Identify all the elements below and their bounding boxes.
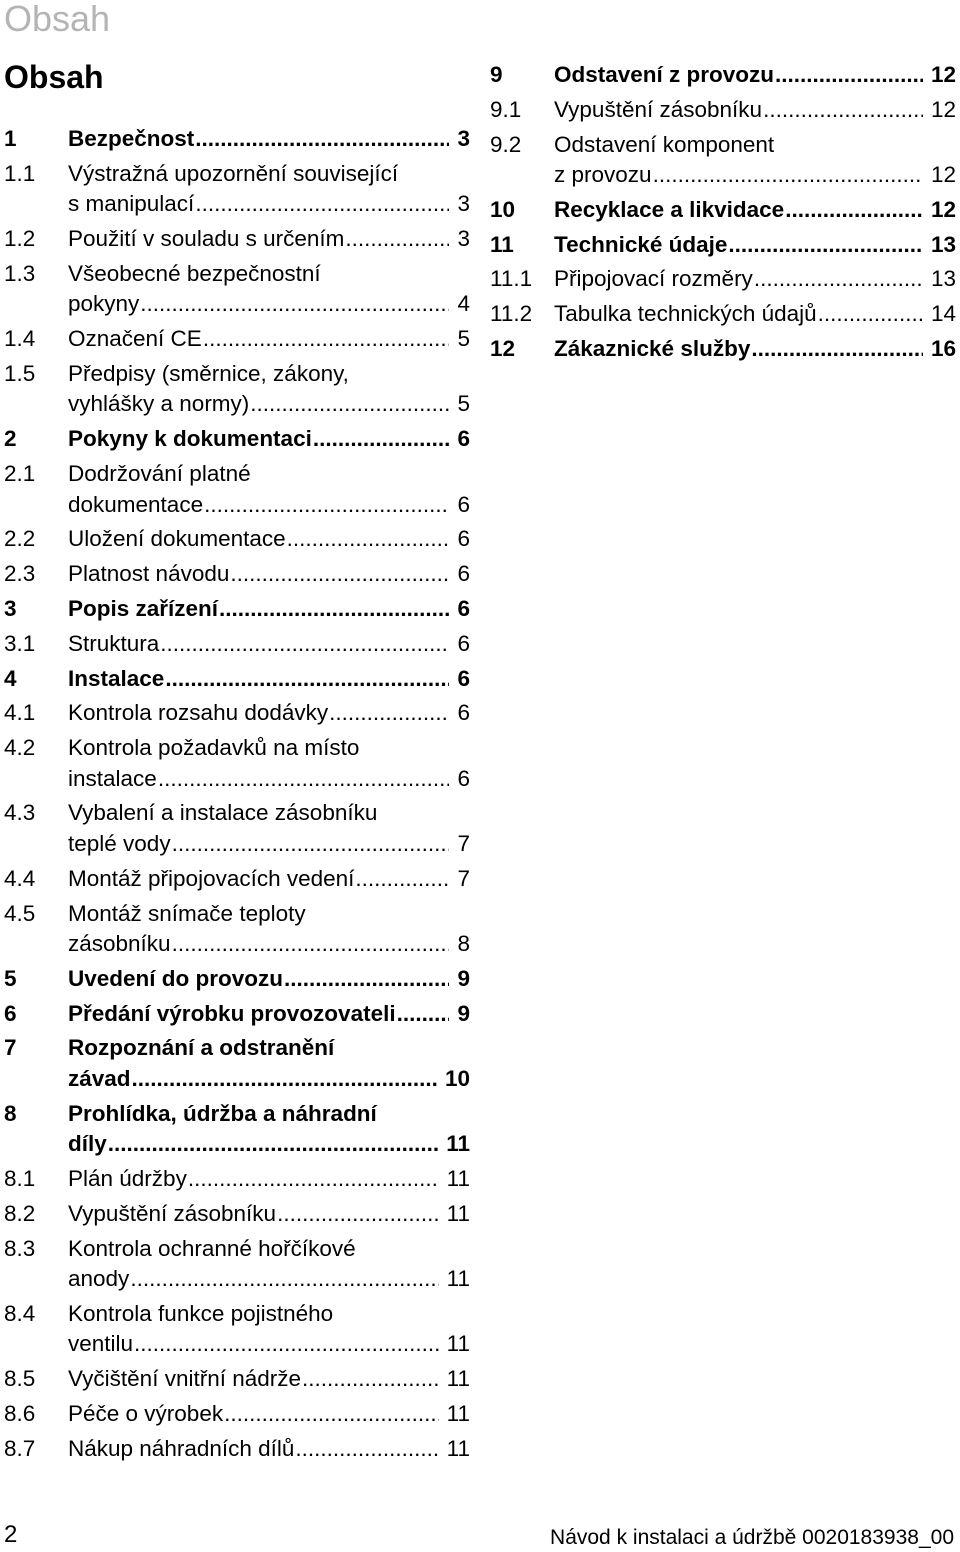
toc-entry-number: 3 [4, 595, 17, 621]
toc-entry-number: 4.3 [4, 800, 36, 826]
toc-entry-title-line: Uvedení do provozu [68, 965, 284, 991]
toc-entry-title-line: Vypuštění zásobníku [68, 1200, 277, 1226]
toc-entry-title-line: Technické údaje [554, 231, 728, 257]
toc-entry-title-line: Struktura [68, 630, 160, 656]
toc-dot-leader [171, 829, 450, 860]
toc-entry-title-line: Kontrola ochranné hořčíkové [68, 1235, 356, 1261]
toc-entry-title-line: Péče o výrobek [68, 1401, 224, 1427]
toc-entry[interactable] [4, 224, 470, 255]
toc-entry-title-line: Zákaznické služby [554, 336, 751, 362]
toc-entry-page: 6 [457, 630, 470, 656]
footer-document-id: Návod k instalaci a údržbě 0020183938_00 [550, 1526, 954, 1549]
toc-dot-leader [164, 664, 449, 695]
toc-dot-leader [286, 524, 450, 555]
toc-dot-leader [187, 1164, 439, 1195]
toc-entry[interactable] [4, 1164, 470, 1195]
toc-entry-number: 8.6 [4, 1401, 36, 1427]
toc-entry[interactable] [4, 559, 470, 590]
toc-entry[interactable] [4, 664, 470, 695]
toc-entry-page: 11 [446, 1200, 470, 1226]
toc-entry-title-line: Platnost návodu [68, 561, 230, 587]
toc-entry-number: 6 [4, 1000, 17, 1026]
toc-dot-leader [218, 594, 449, 625]
toc-entry-page: 3 [457, 191, 470, 217]
toc-entry-page: 11 [446, 1435, 470, 1461]
toc-entry[interactable] [4, 594, 470, 625]
toc-dot-leader [131, 1064, 437, 1095]
toc-entry-title-line: Vyčištění vnitřní nádrže [68, 1366, 302, 1392]
toc-entry-title-line: Předání výrobku provozovateli [68, 1000, 396, 1026]
toc-entry[interactable] [4, 259, 470, 320]
toc-entry-title-line: Recyklace a likvidace [554, 196, 785, 222]
toc-entry-title-line: Kontrola funkce pojistného [68, 1300, 334, 1326]
toc-entry[interactable] [4, 733, 470, 794]
toc-dot-leader [139, 289, 449, 320]
toc-entry-title-line: Bezpečnost [68, 126, 195, 151]
toc-entry-page: 11 [446, 1331, 470, 1357]
toc-entry-page: 11 [446, 1401, 470, 1427]
toc-entry-number: 8 [4, 1100, 17, 1126]
toc-entry[interactable] [4, 459, 470, 520]
toc-entry-title-line: Kontrola rozsahu dodávky [68, 700, 329, 726]
toc-dot-leader [157, 764, 450, 795]
toc-entry-number: 7 [4, 1035, 17, 1061]
toc-entry-title-line: Dodržování platné [68, 461, 251, 487]
toc-left-column [4, 124, 470, 1469]
toc-entry-number: 5 [4, 965, 17, 991]
toc-entry-title-line: s manipulací [68, 191, 195, 217]
toc-dot-leader [229, 559, 449, 590]
toc-entry-number: 11.2 [490, 301, 533, 327]
toc-entry-page: 7 [457, 865, 470, 891]
toc-entry-title-line: Kontrola požadavků na místo [68, 735, 360, 761]
toc-entry-title-line: Popis zařízení [68, 595, 219, 621]
toc-entry-title-line: Odstavení komponent [554, 131, 775, 157]
toc-entry-page: 9 [457, 965, 470, 991]
toc-dot-leader [202, 324, 450, 355]
toc-dot-leader [133, 1329, 439, 1360]
toc-entry-page: 11 [446, 1166, 470, 1192]
toc-entry-page: 11 [446, 1131, 470, 1157]
toc-entry[interactable] [4, 899, 470, 960]
toc-entry-page: 6 [457, 765, 470, 791]
toc-entry-title-line: vyhlášky a normy) [68, 391, 250, 417]
toc-dot-leader [129, 1264, 438, 1295]
toc-entry-number: 1.1 [4, 160, 36, 186]
toc-entry[interactable] [4, 159, 470, 220]
toc-dot-leader [276, 1199, 439, 1230]
toc-title: Obsah [4, 59, 104, 95]
toc-entry-title-line: Prohlídka, údržba a náhradní [68, 1100, 377, 1126]
toc-entry[interactable] [490, 334, 956, 365]
toc-entry-number: 8.4 [4, 1300, 36, 1326]
toc-entry[interactable] [4, 1199, 470, 1230]
toc-dot-leader [762, 95, 923, 126]
toc-entry[interactable] [4, 999, 470, 1030]
toc-entry-page: 5 [457, 391, 470, 417]
toc-entry[interactable] [4, 629, 470, 660]
toc-entry[interactable] [490, 95, 956, 126]
toc-entry-title-line: Rozpoznání a odstranění [68, 1035, 335, 1061]
toc-entry-page: 13 [930, 231, 956, 257]
toc-dot-leader [223, 1399, 439, 1430]
toc-dot-leader [328, 698, 449, 729]
toc-entry-title-line: Použití v souladu s určením [68, 226, 345, 252]
toc-entry-number: 12 [490, 336, 516, 362]
toc-entry-number: 11.1 [490, 266, 533, 292]
toc-dot-leader [283, 964, 449, 995]
toc-entry-title-line: instalace [68, 765, 157, 791]
toc-entry-number: 8.2 [4, 1200, 36, 1226]
toc-entry-title-line: Vypuštění zásobníku [554, 96, 763, 122]
toc-entry-title-line: teplé vody [68, 830, 171, 856]
toc-entry[interactable] [490, 130, 956, 191]
toc-entry-title-line: Pokyny k dokumentaci [68, 426, 312, 452]
toc-entry[interactable] [490, 264, 956, 295]
toc-entry-title-line: závad [68, 1065, 131, 1091]
toc-entry-page: 6 [457, 665, 470, 691]
toc-dot-leader [396, 999, 450, 1030]
toc-dot-leader [159, 629, 449, 660]
toc-entry[interactable] [4, 1399, 470, 1430]
toc-entry-title-line: Montáž snímače teploty [68, 900, 306, 926]
toc-dot-leader [652, 160, 923, 191]
toc-entry-title-line: pokyny [68, 291, 140, 317]
toc-entry-page: 6 [457, 700, 470, 726]
toc-entry-title-line: Montáž připojovacích vedení [68, 865, 355, 891]
toc-entry[interactable] [4, 1434, 470, 1465]
toc-dot-leader [312, 424, 450, 455]
toc-entry[interactable] [4, 1299, 470, 1360]
toc-entry-title-line: Výstražná upozornění související [68, 160, 399, 186]
toc-dot-leader [753, 264, 923, 295]
toc-entry-title-line: Uložení dokumentace [68, 526, 286, 552]
toc-entry-title-line: z provozu [554, 162, 652, 188]
toc-entry-page: 8 [457, 931, 470, 957]
toc-entry[interactable] [4, 1033, 470, 1094]
toc-entry-number: 8.7 [4, 1435, 36, 1461]
toc-dot-leader [301, 1364, 439, 1395]
toc-entry-title-line: Odstavení z provozu [554, 62, 775, 87]
toc-entry[interactable] [4, 798, 470, 859]
toc-right-column [490, 60, 956, 369]
toc-dot-leader [784, 195, 923, 226]
toc-dot-leader [750, 334, 923, 365]
toc-entry[interactable] [4, 1364, 470, 1395]
toc-entry[interactable] [490, 230, 956, 261]
toc-entry[interactable] [4, 424, 470, 455]
toc-entry-page: 6 [457, 561, 470, 587]
toc-entry[interactable] [4, 864, 470, 895]
toc-entry-number: 1.5 [4, 360, 36, 386]
toc-dot-leader [107, 1129, 438, 1160]
toc-entry-page: 11 [446, 1266, 470, 1292]
toc-dot-leader [354, 864, 449, 895]
toc-dot-leader [249, 389, 449, 420]
toc-entry-page: 6 [457, 491, 470, 517]
toc-entry-number: 8.3 [4, 1235, 36, 1261]
toc-entry-number: 1.2 [4, 226, 36, 252]
toc-dot-leader [774, 60, 923, 91]
toc-entry-page: 9 [457, 1000, 470, 1026]
toc-entry-page: 11 [446, 1366, 470, 1392]
toc-entry-number: 2 [4, 426, 17, 452]
toc-entry[interactable] [4, 524, 470, 555]
toc-entry-number: 4.5 [4, 900, 36, 926]
toc-entry-number: 9.2 [490, 131, 522, 157]
toc-entry[interactable] [4, 698, 470, 729]
toc-entry-number: 1 [4, 126, 17, 151]
toc-entry-number: 1.4 [4, 326, 36, 352]
toc-entry-title-line: Plán údržby [68, 1166, 187, 1192]
toc-entry-number: 4 [4, 665, 17, 691]
toc-entry-page: 6 [457, 426, 470, 452]
toc-entry-page: 6 [457, 595, 470, 621]
toc-entry-number: 4.1 [4, 700, 36, 726]
toc-entry-page: 12 [930, 62, 956, 87]
toc-entry-number: 8.1 [4, 1166, 36, 1192]
toc-entry-number: 2.1 [4, 461, 36, 487]
toc-entry-title-line: dokumentace [68, 491, 204, 517]
toc-entry-title-line: díly [68, 1131, 107, 1157]
toc-entry-title-line: Instalace [68, 665, 165, 691]
toc-entry-page: 5 [457, 326, 470, 352]
toc-entry-page: 13 [930, 266, 956, 292]
toc-entry[interactable] [490, 299, 956, 330]
toc-entry-number: 11 [490, 231, 514, 257]
toc-entry-number: 3.1 [4, 630, 36, 656]
toc-entry-title-line: Připojovací rozměry [554, 266, 753, 292]
toc-dot-leader [171, 929, 450, 960]
toc-entry[interactable] [4, 1099, 470, 1160]
toc-entry-title-line: ventilu [68, 1331, 134, 1357]
toc-entry-page: 14 [930, 301, 956, 327]
toc-entry[interactable] [4, 359, 470, 420]
toc-entry-number: 2.2 [4, 526, 36, 552]
toc-entry-page: 12 [930, 196, 956, 222]
toc-entry[interactable] [4, 964, 470, 995]
toc-dot-leader [194, 189, 449, 220]
toc-entry-title-line: zásobníku [68, 931, 171, 957]
toc-entry-number: 8.5 [4, 1366, 36, 1392]
toc-entry-number: 9.1 [490, 96, 522, 122]
toc-dot-leader [727, 230, 923, 261]
toc-entry-title-line: Všeobecné bezpečnostní [68, 260, 321, 286]
toc-dot-leader [294, 1434, 438, 1465]
toc-dot-leader [344, 224, 449, 255]
toc-dot-leader [203, 490, 449, 521]
toc-entry[interactable] [4, 124, 470, 155]
footer-page-number: 2 [4, 1521, 18, 1548]
toc-entry-page: 16 [930, 336, 956, 362]
running-header-title: Obsah [4, 0, 111, 39]
toc-entry-number: 1.3 [4, 260, 36, 286]
toc-entry[interactable] [4, 1234, 470, 1295]
toc-entry-number: 10 [490, 196, 516, 222]
toc-entry-page: 10 [444, 1065, 470, 1091]
toc-entry-page: 6 [457, 526, 470, 552]
toc-entry-number: 4.2 [4, 735, 36, 761]
toc-dot-leader [194, 124, 449, 155]
toc-entry-number: 9 [490, 62, 503, 87]
toc-entry-page: 12 [930, 162, 956, 188]
toc-entry-title-line: Nákup náhradních dílů [68, 1435, 295, 1461]
toc-entry-title-line: anody [68, 1266, 130, 1292]
toc-entry-page: 12 [930, 96, 956, 122]
toc-entry-title-line: Tabulka technických údajů [554, 301, 817, 327]
toc-dot-leader [817, 299, 923, 330]
toc-entry-page: 3 [457, 226, 470, 252]
toc-entry[interactable] [4, 324, 470, 355]
toc-entry-page: 4 [457, 291, 470, 317]
toc-entry-number: 2.3 [4, 561, 36, 587]
toc-entry-page: 7 [457, 830, 470, 856]
toc-entry[interactable] [490, 60, 956, 91]
toc-entry-title-line: Vybalení a instalace zásobníku [68, 800, 378, 826]
toc-entry-title-line: Předpisy (směrnice, zákony, [68, 360, 349, 386]
toc-entry-number: 4.4 [4, 865, 36, 891]
toc-entry-page: 3 [457, 126, 470, 151]
toc-entry-title-line: Označení CE [68, 326, 202, 352]
toc-entry[interactable] [490, 195, 956, 226]
